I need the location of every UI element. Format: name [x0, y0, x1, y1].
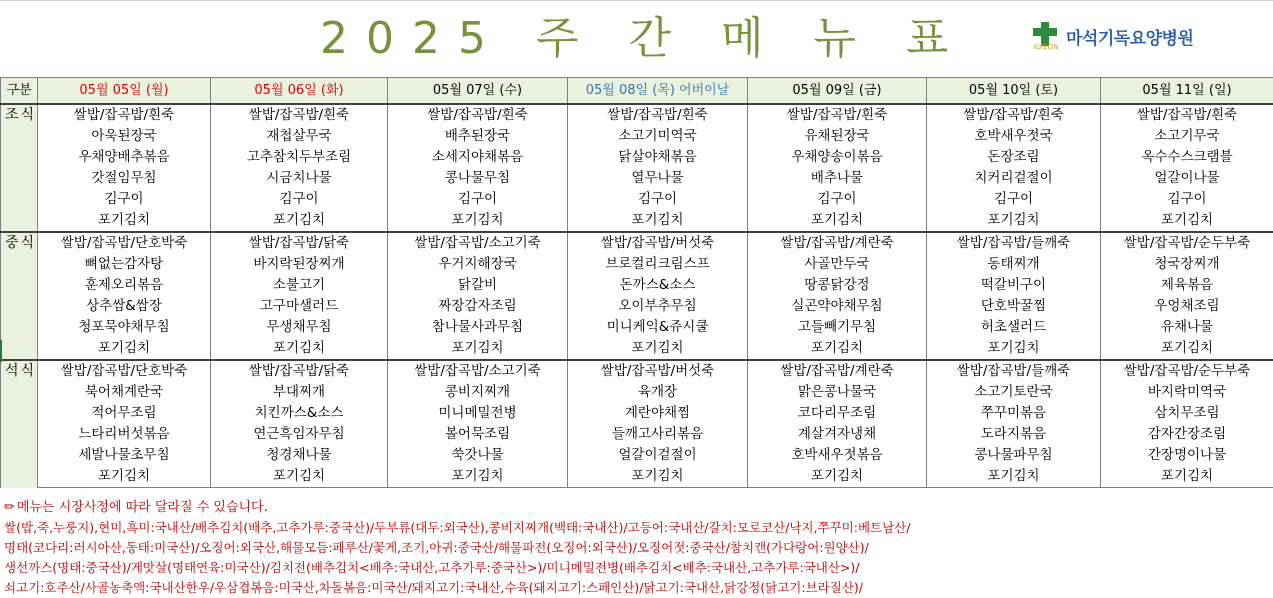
menu-cell: 참나물사과무침	[388, 317, 568, 338]
menu-cell: 유채나물	[1101, 317, 1273, 338]
menu-cell: 쌀밥/잡곡밥/흰죽	[38, 104, 211, 126]
menu-cell: 우엉채조림	[1101, 296, 1273, 317]
menu-cell: 청국장찌개	[1101, 254, 1273, 275]
menu-row	[1, 445, 1273, 466]
menu-cell: 포기김치	[388, 210, 568, 232]
menu-cell: 고들빼기무침	[748, 317, 927, 338]
menu-cell: 얼갈이겉절이	[568, 445, 748, 466]
notes-section	[0, 498, 1273, 598]
menu-cell: 맑은콩나물국	[748, 382, 927, 403]
meal-label-breakfast: 조식	[1, 104, 38, 232]
menu-cell: 치킨까스&소스	[211, 403, 388, 424]
menu-row	[1, 189, 1273, 210]
menu-cell: 쌀밥/잡곡밥/계란죽	[748, 360, 927, 382]
menu-cell: 땅콩닭강정	[748, 275, 927, 296]
menu-cell: 미니메밀전병	[388, 403, 568, 424]
menu-cell: 쌀밥/잡곡밥/닭죽	[211, 232, 388, 254]
menu-cell: 고추참치두부조림	[211, 147, 388, 168]
menu-cell: 갓절임무침	[38, 168, 211, 189]
menu-cell: 쌀밥/잡곡밥/들깨죽	[927, 232, 1101, 254]
menu-cell: 콩나물파무침	[927, 445, 1101, 466]
menu-cell: 소고기미역국	[568, 126, 748, 147]
menu-cell: 김구이	[568, 189, 748, 210]
menu-body	[1, 104, 1273, 488]
menu-cell: 코다리무조림	[748, 403, 927, 424]
menu-cell: 쌀밥/잡곡밥/단호박죽	[38, 232, 211, 254]
menu-cell: 포기김치	[927, 338, 1101, 360]
origin-note-line: 생선까스(명태:중국산)/게맛살(명태연육:미국산)/김치전(배추김치<배추:국내산,고추가루:중국산>)/미니메밀전병(배추김치<배추:국내산,고추가루:국내산>)/	[4, 560, 860, 575]
menu-cell: 쌀밥/잡곡밥/들깨죽	[927, 360, 1101, 382]
menu-cell: 김구이	[927, 189, 1101, 210]
menu-cell: 김구이	[1101, 189, 1273, 210]
menu-cell: 포기김치	[1101, 466, 1273, 488]
menu-cell: 쌀밥/잡곡밥/닭죽	[211, 360, 388, 382]
category-header: 구분	[1, 78, 38, 105]
menu-cell: 브로컬리크림스프	[568, 254, 748, 275]
menu-cell: 바지락미역국	[1101, 382, 1273, 403]
menu-cell: 쌀밥/잡곡밥/흰죽	[388, 104, 568, 126]
menu-cell: 우거지해장국	[388, 254, 568, 275]
menu-cell: 단호박꿀찜	[927, 296, 1101, 317]
menu-cell: 포기김치	[748, 210, 927, 232]
menu-cell: 도라지볶음	[927, 424, 1101, 445]
menu-cell: 육개장	[568, 382, 748, 403]
menu-cell: 쌀밥/잡곡밥/버섯죽	[568, 360, 748, 382]
meal-label-lunch: 중식	[1, 232, 38, 360]
menu-cell: 실곤약야채무침	[748, 296, 927, 317]
origin-note-line: 쌀(밥,죽,누룽지),현미,흑미:국내산/배추김치(배추,고추가루:중국산)/두부류(대두:외국산),콩비지찌개(백태:국내산)/고등어:국내산/갈치:모로코산/낙지,쭈꾸미:베트남산/	[4, 520, 911, 535]
notes-first-line	[0, 498, 1273, 518]
menu-row	[1, 126, 1273, 147]
page-title: 2025 주 간 메 뉴 표	[320, 13, 967, 64]
menu-cell: 느타리버섯볶음	[38, 424, 211, 445]
menu-cell: 청포묵야채무침	[38, 317, 211, 338]
day-header-mon: 05월 05일 (월)	[38, 78, 211, 105]
menu-cell: 계살겨자냉채	[748, 424, 927, 445]
menu-cell: 동태찌개	[927, 254, 1101, 275]
menu-cell: 아욱된장국	[38, 126, 211, 147]
menu-row	[1, 360, 1273, 382]
day-header-sat: 05월 10일 (토)	[927, 78, 1101, 105]
menu-cell: 뼈없는감자탕	[38, 254, 211, 275]
menu-cell: 호박새우젓국	[927, 126, 1101, 147]
menu-row	[1, 232, 1273, 254]
menu-cell: 포기김치	[568, 338, 748, 360]
logo-mark-text: ILYEON	[1033, 43, 1059, 51]
menu-cell: 재첩살무국	[211, 126, 388, 147]
day-header-tue: 05월 06일 (화)	[211, 78, 388, 105]
menu-row	[1, 296, 1273, 317]
menu-cell: 배추나물	[748, 168, 927, 189]
menu-cell: 간장명이나물	[1101, 445, 1273, 466]
menu-cell: 쌀밥/잡곡밥/소고기죽	[388, 232, 568, 254]
menu-cell: 연근흑임자무침	[211, 424, 388, 445]
notes-first-text: 메뉴는 시장사정에 따라 달라질 수 있습니다.	[16, 500, 268, 515]
menu-cell: 쌀밥/잡곡밥/순두부죽	[1101, 232, 1273, 254]
menu-cell: 쌀밥/잡곡밥/흰죽	[748, 104, 927, 126]
menu-row	[1, 147, 1273, 168]
menu-cell: 시금치나물	[211, 168, 388, 189]
menu-cell: 열무나물	[568, 168, 748, 189]
menu-cell: 훈제오리볶음	[38, 275, 211, 296]
origin-note-line: 명태(코다리:러시아산,동태:미국산)/오징어:외국산,해물모듬:페루산/꽃게,조기,아귀:중국산/해물파전(오징어:외국산)/오징어젓:중국산/참치캔(가다랑어:원양산)/	[4, 540, 869, 555]
menu-cell: 포기김치	[748, 466, 927, 488]
menu-cell: 김구이	[388, 189, 568, 210]
pencil-icon: ✏	[4, 500, 15, 515]
day-header-sun: 05월 11일 (일)	[1101, 78, 1273, 105]
menu-cell: 들깨고사리볶음	[568, 424, 748, 445]
menu-row	[1, 254, 1273, 275]
menu-cell: 김구이	[748, 189, 927, 210]
menu-cell: 쌀밥/잡곡밥/버섯죽	[568, 232, 748, 254]
menu-cell: 닭살야채볶음	[568, 147, 748, 168]
menu-cell: 상추쌈&쌈장	[38, 296, 211, 317]
menu-row	[1, 338, 1273, 360]
menu-cell: 얼갈이나물	[1101, 168, 1273, 189]
menu-cell: 우채양배추볶음	[38, 147, 211, 168]
menu-cell: 쌀밥/잡곡밥/순두부죽	[1101, 360, 1273, 382]
menu-cell: 포기김치	[1101, 210, 1273, 232]
menu-cell: 미니케익&쥬시쿨	[568, 317, 748, 338]
menu-cell: 소불고기	[211, 275, 388, 296]
menu-cell: 짜장감자조림	[388, 296, 568, 317]
day-header-wed: 05월 07일 (수)	[388, 78, 568, 105]
menu-cell: 포기김치	[388, 338, 568, 360]
menu-cell: 제육볶음	[1101, 275, 1273, 296]
menu-cell: 떡갈비구이	[927, 275, 1101, 296]
menu-cell: 포기김치	[38, 466, 211, 488]
menu-cell: 포기김치	[211, 466, 388, 488]
menu-cell: 포기김치	[38, 210, 211, 232]
menu-row	[1, 424, 1273, 445]
menu-cell: 소고기토란국	[927, 382, 1101, 403]
menu-row	[1, 403, 1273, 424]
hospital-logo	[1030, 19, 1193, 53]
menu-cell: 허초샐러드	[927, 317, 1101, 338]
menu-cell: 쌀밥/잡곡밥/소고기죽	[388, 360, 568, 382]
menu-row	[1, 168, 1273, 189]
header-row	[1, 78, 1273, 105]
menu-cell: 포기김치	[927, 210, 1101, 232]
menu-cell: 쌀밥/잡곡밥/계란죽	[748, 232, 927, 254]
menu-cell: 포기김치	[568, 466, 748, 488]
menu-cell: 세발나물초무침	[38, 445, 211, 466]
menu-cell: 치커리겉절이	[927, 168, 1101, 189]
menu-row	[1, 466, 1273, 488]
menu-cell: 북어채계란국	[38, 382, 211, 403]
menu-cell: 포기김치	[1101, 338, 1273, 360]
menu-cell: 소고기무국	[1101, 126, 1273, 147]
menu-cell: 쌀밥/잡곡밥/흰죽	[568, 104, 748, 126]
menu-row	[1, 104, 1273, 126]
meal-label-dinner: 석식	[1, 360, 38, 488]
menu-cell: 포기김치	[388, 466, 568, 488]
menu-row	[1, 275, 1273, 296]
menu-cell: 김구이	[38, 189, 211, 210]
menu-cell: 쑥갓나물	[388, 445, 568, 466]
menu-cell: 배추된장국	[388, 126, 568, 147]
menu-cell: 호박새우젓볶음	[748, 445, 927, 466]
menu-cell: 포기김치	[211, 338, 388, 360]
menu-cell: 포기김치	[568, 210, 748, 232]
menu-cell: 닭갈비	[388, 275, 568, 296]
menu-cell: 청경채나물	[211, 445, 388, 466]
weekly-menu-table	[0, 77, 1273, 488]
menu-cell: 쌀밥/잡곡밥/흰죽	[211, 104, 388, 126]
day-header-fri: 05월 09일 (금)	[748, 78, 927, 105]
menu-cell: 우채양송이볶음	[748, 147, 927, 168]
menu-cell: 쌀밥/잡곡밥/흰죽	[1101, 104, 1273, 126]
menu-cell: 볼어묵조림	[388, 424, 568, 445]
menu-cell: 무생채무침	[211, 317, 388, 338]
menu-cell: 돈장조림	[927, 147, 1101, 168]
menu-row	[1, 317, 1273, 338]
menu-cell: 부대찌개	[211, 382, 388, 403]
menu-cell: 적어무조림	[38, 403, 211, 424]
menu-cell: 쭈꾸미볶음	[927, 403, 1101, 424]
menu-cell: 소세지야채볶음	[388, 147, 568, 168]
menu-cell: 옥수수스크램블	[1101, 147, 1273, 168]
menu-row	[1, 210, 1273, 232]
green-cross-icon	[1030, 20, 1062, 52]
menu-cell: 사골만두국	[748, 254, 927, 275]
menu-cell: 쌀밥/잡곡밥/흰죽	[927, 104, 1101, 126]
row-marker	[0, 340, 2, 362]
menu-cell: 포기김치	[748, 338, 927, 360]
menu-cell: 바지락된장찌개	[211, 254, 388, 275]
menu-cell: 포기김치	[927, 466, 1101, 488]
menu-cell: 감자간장조림	[1101, 424, 1273, 445]
menu-cell: 계란야채찜	[568, 403, 748, 424]
menu-cell: 돈까스&소스	[568, 275, 748, 296]
menu-cell: 포기김치	[38, 338, 211, 360]
menu-cell: 김구이	[211, 189, 388, 210]
menu-cell: 콩비지찌개	[388, 382, 568, 403]
menu-cell: 콩나물무침	[388, 168, 568, 189]
menu-row	[1, 382, 1273, 403]
menu-cell: 포기김치	[211, 210, 388, 232]
menu-cell: 오이부추무침	[568, 296, 748, 317]
origin-note-line: 쇠고기:호주산/사골농축액:국내산한우/우삼겹볶음:미국산,차돌볶음:미국산/돼지고기:국내산,수육(돼지고기:스페인산)/닭고기:국내산,닭강정(닭고기:브라질산)/	[4, 580, 863, 595]
title-bar	[0, 0, 1273, 78]
menu-cell: 삼치무조림	[1101, 403, 1273, 424]
logo-text: 마석기독요양병원	[1066, 28, 1194, 49]
day-header-thu: 05월 08일 (목) 어버이날	[568, 78, 748, 105]
menu-cell: 고구마샐러드	[211, 296, 388, 317]
menu-cell: 쌀밥/잡곡밥/단호박죽	[38, 360, 211, 382]
menu-cell: 유채된장국	[748, 126, 927, 147]
